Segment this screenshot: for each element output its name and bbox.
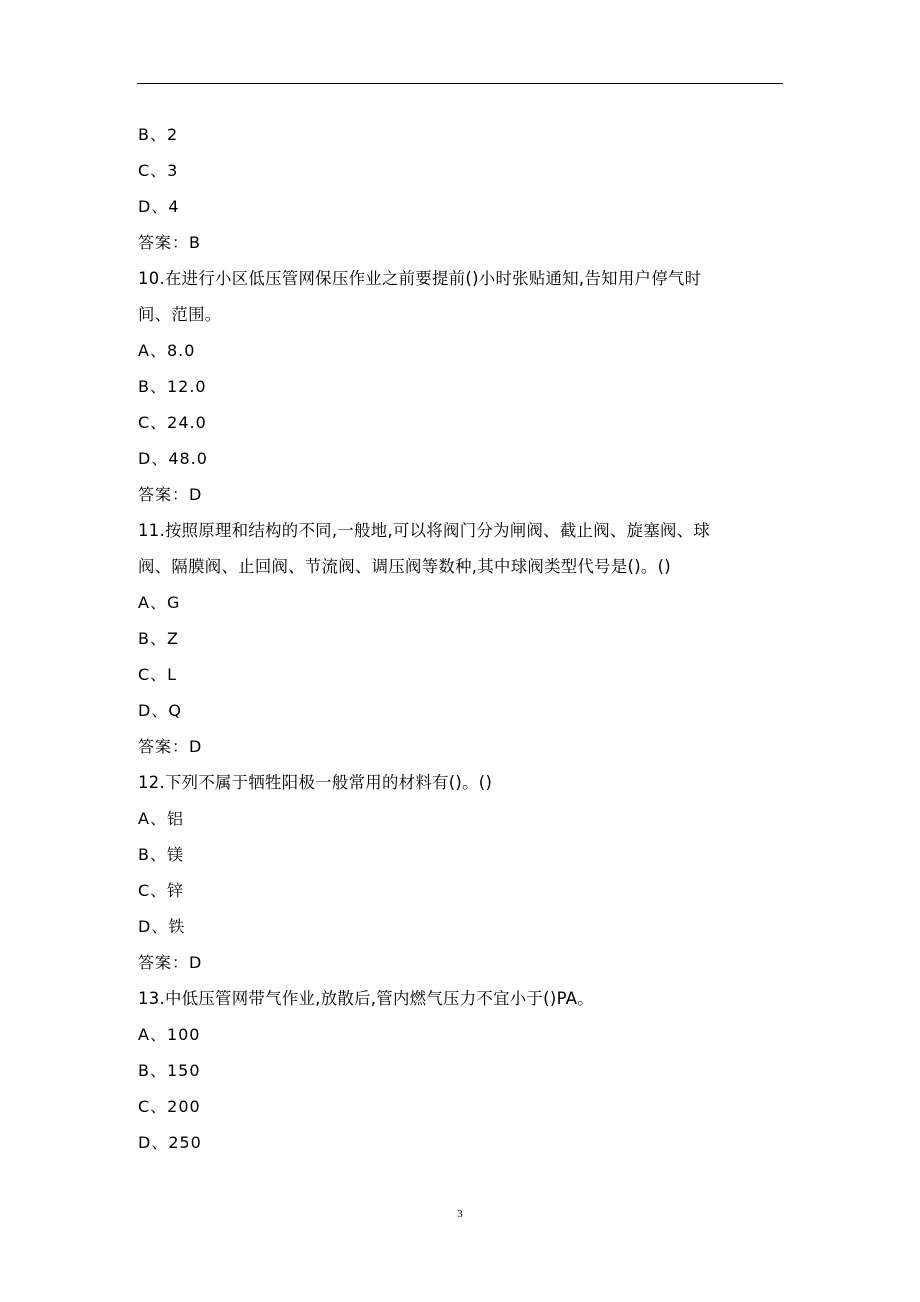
option-line: B、Z [138, 629, 179, 648]
option-line: B、2 [138, 125, 179, 144]
question-line: 11.按照原理和结构的不同,一般地,可以将阀门分为闸阀、截止阀、旋塞阀、球 [138, 521, 711, 540]
option-line: A、G [138, 593, 181, 612]
answer-line: 答案：D [138, 485, 203, 504]
option-line: D、Q [138, 701, 182, 720]
option-line: C、L [138, 665, 178, 684]
page-content [138, 117, 788, 1161]
question-line: 13.中低压管网带气作业,放散后,管内燃气压力不宜小于()PA。 [138, 989, 594, 1008]
question-line: 12.下列不属于牺牲阳极一般常用的材料有()。() [138, 773, 493, 792]
option-line: B、12.0 [138, 377, 207, 396]
option-line: A、100 [138, 1025, 201, 1044]
option-line: C、24.0 [138, 413, 207, 432]
option-line: A、8.0 [138, 341, 196, 360]
option-line: C、锌 [138, 881, 185, 900]
option-line: D、48.0 [138, 449, 208, 468]
question-line: 阀、隔膜阀、止回阀、节流阀、调压阀等数种,其中球阀类型代号是()。() [138, 557, 672, 576]
option-line: A、铝 [138, 809, 184, 828]
option-line: D、4 [138, 197, 180, 216]
answer-line: 答案：D [138, 737, 203, 756]
answer-line: 答案：D [138, 953, 203, 972]
option-line: D、250 [138, 1133, 202, 1152]
answer-line: 答案：B [138, 233, 201, 252]
option-line: C、3 [138, 161, 179, 180]
option-line: D、铁 [138, 917, 186, 936]
header-rule [137, 83, 783, 84]
question-line: 间、范围。 [138, 305, 222, 324]
option-line: B、150 [138, 1061, 201, 1080]
question-line: 10.在进行小区低压管网保压作业之前要提前()小时张贴通知,告知用户停气时 [138, 269, 702, 288]
page-number: 3 [457, 1208, 463, 1220]
option-line: C、200 [138, 1097, 201, 1116]
option-line: B、镁 [138, 845, 184, 864]
